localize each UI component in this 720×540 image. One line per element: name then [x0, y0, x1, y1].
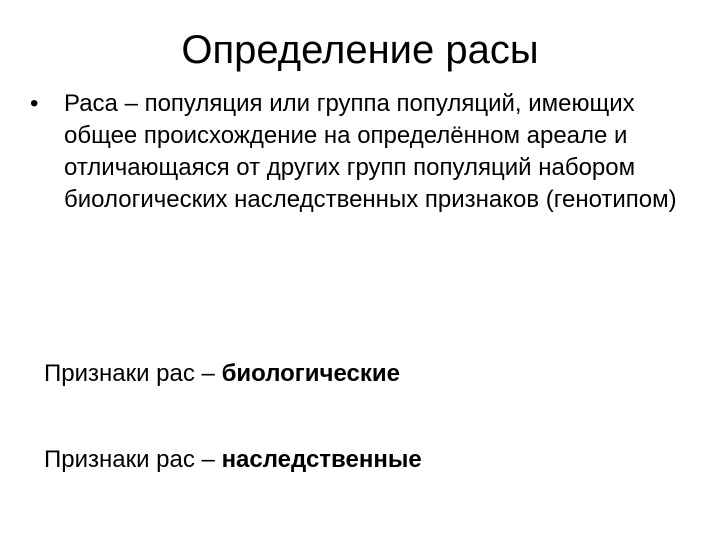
trait-line-hereditary	[44, 444, 422, 476]
slide-title: Определение расы	[181, 28, 539, 72]
trait-line-biological	[44, 358, 400, 390]
definition-text: Раса – популяция или группа популяций, имеющих общее происхождение на определённом ареале и отличающаяся от других групп популяций набором биологических наследственных признаков (генотипом)	[64, 90, 677, 213]
trait-line-prefix: Признаки рас –	[44, 446, 222, 473]
trait-line-prefix: Признаки рас –	[44, 360, 222, 387]
bullet-icon: •	[30, 90, 39, 117]
trait-line-emphasis: биологические	[221, 360, 400, 387]
trait-line-emphasis: наследственные	[221, 446, 422, 473]
